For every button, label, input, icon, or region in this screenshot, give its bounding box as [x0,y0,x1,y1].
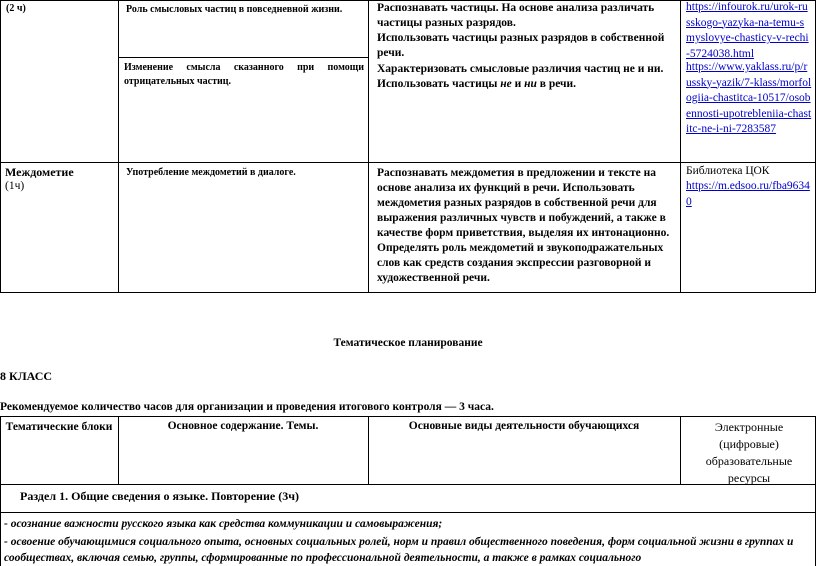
t1-r1-topic1: Роль смысловых частиц в повседневной жизни. [126,4,343,15]
t1-border-left [0,0,1,293]
recommend-text: Рекомендуемое количество часов для организации и проведения итогового контроля — 3 часа. [0,401,494,413]
grade-label: 8 КЛАСС [0,369,53,383]
t2-header-activities: Основные виды деятельности обучающихся [408,420,640,432]
t1-row-divider [0,162,816,163]
t1-r2-library: Библиотека ЦОК [686,165,770,177]
t1-border-bottom [0,292,816,293]
t1-r1-link1[interactable]: https://infourok.ru/urok-russkogo-yazyka-na-temu-smyslovye-chasticy-v-rechi-5724038.html [686,1,809,60]
t2-col2 [368,416,369,484]
t1-r1-link2[interactable]: https://www.yaklass.ru/p/russky-yazik/7-klass/morfologiia-chastitca-10517/osobennosti-upotrebleniia-chastitc-ne-i-ni-7283587 [686,61,812,135]
t1-col3 [680,0,681,293]
t2-col1 [118,416,119,484]
t1-r1-act2: Использовать частицы разных разрядов в собственной речи. [377,32,665,59]
t1-r2-hours: (1ч) [5,180,25,192]
t1-col2 [368,0,369,293]
t2-header-resources: Электронные (цифровые) образовательные ресурсы [705,420,793,485]
t2-col3 [680,416,681,484]
t1-inner-divider [118,57,368,58]
t1-r1-act3: Характеризовать смысловые различия частиц не и ни. Использовать частицы не и ни в речи. [377,63,664,90]
t1-r1-act1: Распознавать частицы. На основе анализа различать частицы разных разрядов. [377,2,655,29]
t2-header-content: Основное содержание. Темы. [167,420,319,432]
t2-goal-2: - освоение обучающимися социального опыта, основных социальных ролей, норм и правил общественного поведения, форм социальной жизни в группах и сообществах, включая семью, группы, сформированные по профессиональной деятельности, а также в рамках социального [4,536,794,564]
t2-border-left [0,416,1,566]
t1-r2-topic: Употребление междометий в диалоге. [126,167,296,178]
t2-section-bottom [0,512,816,513]
t1-r2-link[interactable]: https://m.edsoo.ru/fba96340 [686,180,810,208]
t2-border-top [0,416,816,417]
t2-section-title: Раздел 1. Общие сведения о языке. Повторение (3ч) [20,489,299,503]
t1-r2-activity: Распознавать междометия в предложении и тексте на основе анализа их функций в речи. Использовать междометия разных разрядов в собственной речи для выражения различных чувств и побуждений, а также в качестве форм приветствия, выделяя их интонационно. Определять роль междометий и звукоподражательных слов как средств создания экспрессии разговорной и художественной речи. [377,167,670,284]
t1-r1-topic2: Изменение смысла сказанного при помощи отрицательных частиц. [124,62,364,87]
t1-r1-hours: (2 ч) [6,3,26,14]
t1-r2-block: Междометие [5,165,74,179]
t2-header-blocks: Тематические блоки [5,421,113,433]
t1-col1 [118,0,119,293]
t2-goal-1: - осознание важности русского языка как средства коммуникации и самовыражения; [4,518,443,530]
section-heading: Тематическое планирование [333,337,483,349]
t1-r1-activities [377,1,675,92]
